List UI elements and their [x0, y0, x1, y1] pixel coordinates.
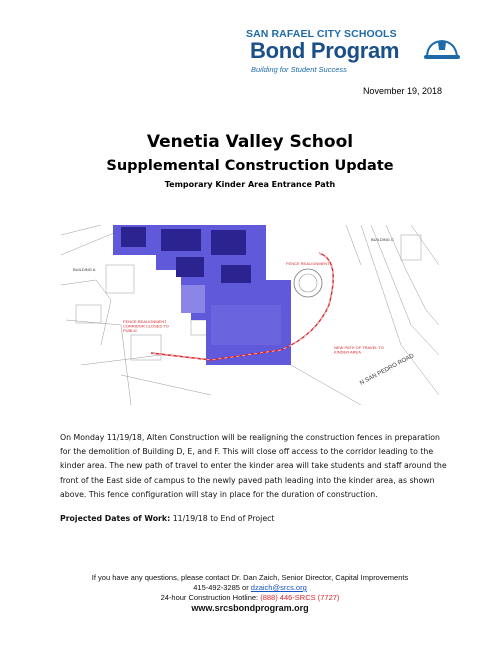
logo-program: Bond Program	[250, 38, 400, 63]
school-title: Venetia Valley School	[146, 132, 354, 152]
map-label-building-c: BUILDING C	[371, 237, 394, 242]
map-label-building-a: BUILDING A	[73, 267, 96, 272]
subtitle: Temporary Kinder Area Entrance Path	[164, 180, 336, 189]
site-plan-map	[61, 225, 439, 405]
footer-hotline-line	[0, 593, 500, 602]
footer-email-link[interactable]: dzaich@srcs.org	[250, 583, 307, 592]
map-label-new-path: NEW PATH OF TRAVEL TO KINDER AREA	[334, 345, 384, 355]
map-label-fence-top: FENCE REALIGNMENT	[286, 261, 330, 266]
projected-dates-label: Projected Dates of Work:	[60, 514, 171, 523]
bond-program-logo	[246, 28, 461, 78]
document-date: November 19, 2018	[362, 86, 442, 96]
projected-dates	[60, 514, 274, 523]
update-title: Supplemental Construction Update	[106, 158, 394, 174]
footer-phone: 415-492-3285 or	[193, 583, 251, 592]
footer-website[interactable]: www.srcsbondprogram.org	[191, 603, 309, 613]
footer-contact: If you have any questions, please contact Dr. Dan Zaich, Senior Director, Capital Improvements	[91, 573, 409, 582]
body-paragraph: On Monday 11/19/18, Alten Construction will be realigning the construction fences in preparation for the demolition of Building D, E, and F. This will close off access to the corridor leading to the kinder area. The new path of travel to enter the kinder area will take students and staff around the front of the East side of campus to the newly paved path leading into the kinder area, as shown above. This fence configuration will stay in place for the duration of construction.	[60, 433, 447, 499]
footer-hotline-number: (888) 446-SRCS (7727)	[260, 593, 340, 602]
hard-hat-icon	[424, 36, 460, 62]
footer-phone-line	[0, 583, 500, 592]
map-label-road: N SAN PEDRO ROAD	[359, 353, 416, 387]
map-label-fence-left: FENCE REALIGNMENT CORRIDOR CLOSED TO PUBLIC	[123, 319, 169, 334]
projected-dates-value: 11/19/18 to End of Project	[170, 514, 275, 523]
footer-hotline-label: 24-hour Construction Hotline:	[160, 593, 261, 602]
logo-district: SAN RAFAEL CITY SCHOOLS	[246, 28, 397, 40]
logo-tagline: Building for Student Success	[251, 65, 347, 74]
